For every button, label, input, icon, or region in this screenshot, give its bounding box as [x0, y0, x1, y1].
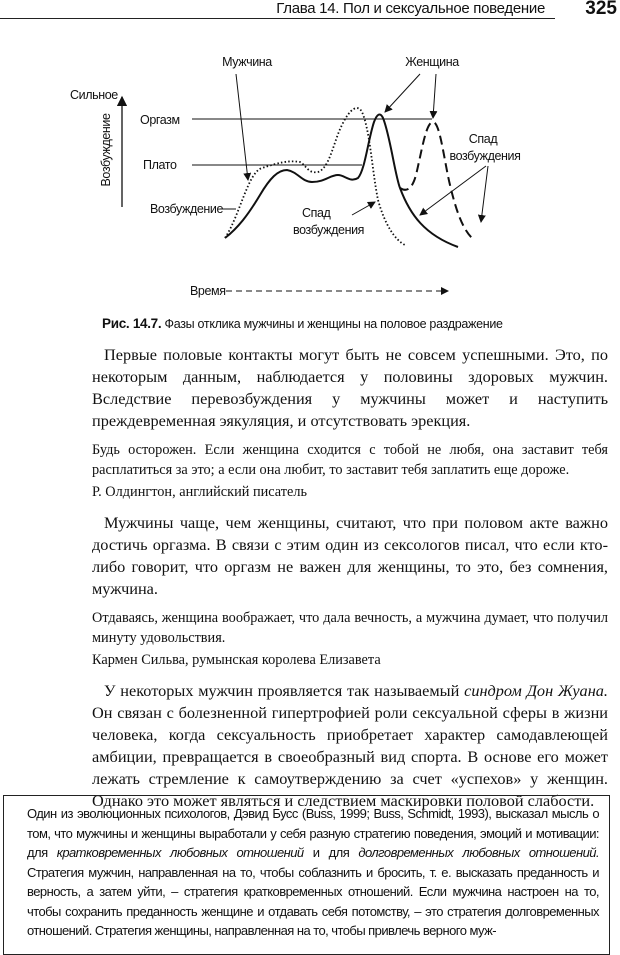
paragraph-2: Мужчины чаще, чем женщины, считают, что при половом акте важно достичь оргазма. В связи с этим один из сексологов писал, что если кто-либо говорит, что оргазм не важен для женщины, то это, без сомнения, мужчина.	[92, 513, 608, 598]
p3-text-b: Он связан с болезненной гипертрофией роли сексуальной сферы в жизни человека, когда сексуальность приобретает характер самодавлеющей амбиции, превращается в своеобразный вид спорта. В основе его может лежать стремление к самоутверждению за счет «успехов» у женщин. Однако это может являться и следствием маскировки половой слабости.	[92, 703, 608, 810]
p3-text-a: У некоторых мужчин проявляется так называемый	[104, 681, 465, 700]
decline-right-pointer-1	[420, 166, 486, 215]
level-arousal: Возбуждение	[150, 202, 224, 216]
level-orgasm: Оргазм	[140, 113, 180, 127]
woman-pointer-2	[433, 74, 436, 118]
box-text-1: Один из эволюционных психологов, Дэвид Бусс (Buss, 1999; Buss, Schmidt, 1993), высказал мысль о том, что мужчины и женщины выработали у себя разную стратегию поведения, эмоций и мотивации: для	[27, 806, 599, 860]
box-text-2: и для	[303, 845, 359, 860]
quote-1: Будь осторожен. Если женщина сходится с тобой не любя, она заставит тебя расплатиться за это; а если она любит, то заставит тебя заплатить еще дороже.	[92, 442, 608, 478]
caption-text: Фазы отклика мужчины и женщины на половое раздражение	[164, 317, 503, 331]
man-pointer	[236, 74, 248, 180]
y-axis-label: Возбуждение	[99, 113, 113, 187]
quote-1-author: Р. Олдингтон, английский писатель	[92, 484, 308, 500]
woman-second-orgasm-curve	[400, 122, 472, 238]
decline-middle-line2: возбуждения	[293, 223, 365, 237]
p3-emphasis: синдром Дон Жуана.	[464, 681, 608, 700]
label-woman: Женщина	[405, 55, 459, 69]
label-man: Мужчина	[222, 55, 272, 69]
figure-caption	[102, 316, 503, 331]
woman-pointer-1	[385, 74, 420, 112]
box-text	[27, 804, 599, 941]
x-axis-label: Время	[190, 284, 226, 298]
caption-number: Рис. 14.7.	[102, 316, 162, 331]
box-text-3: Стратегия мужчин, направленная на то, чтобы соблазнить и бросить, т. е. высказать преданность и верность, а затем уйти, – стратегия кратковременных отношений. Если мужчина настроен на то, чтобы сохранить преданность женщине и отдавать себя потомству, – это стратегия долговременных отношений. Стратегия женщины, направленная на то, чтобы привлечь верного муж-	[27, 864, 599, 938]
quote-2: Отдаваясь, женщина воображает, что дала вечность, а мужчина думает, что получил минуту удовольствия.	[92, 610, 608, 646]
decline-middle-line1: Спад	[302, 206, 331, 220]
arousal-phases-diagram	[0, 30, 620, 310]
quote-2-author: Кармен Сильва, румынская королева Елизавета	[92, 652, 381, 668]
box-emphasis-2: долговременных любовных отношений.	[358, 845, 600, 860]
box-emphasis-1: кратковременных любовных отношений	[56, 845, 304, 860]
page-number: 325	[585, 0, 617, 19]
body-text	[92, 344, 608, 820]
header-rule	[0, 18, 555, 19]
chapter-title: Глава 14. Пол и сексуальное поведение	[276, 0, 545, 17]
decline-right-line2: возбуждения	[449, 149, 521, 163]
paragraph-1: Первые половые контакты могут быть не совсем успешными. Это, по некоторым данным, наблюдается у половины здоровых мужчин. Вследствие перевозбуждения у мужчины может и наступить преждевременная эякуляция, и отсутствовать эрекция.	[92, 345, 608, 430]
decline-right-pointer-2	[481, 166, 488, 222]
sidebar-box	[3, 795, 610, 955]
page-header	[0, 0, 620, 22]
paragraph-3	[92, 680, 608, 812]
level-plateau: Плато	[143, 158, 177, 172]
decline-middle-pointer	[352, 202, 375, 215]
decline-right-line1: Спад	[468, 132, 498, 146]
y-top-label: Сильное	[70, 88, 118, 102]
